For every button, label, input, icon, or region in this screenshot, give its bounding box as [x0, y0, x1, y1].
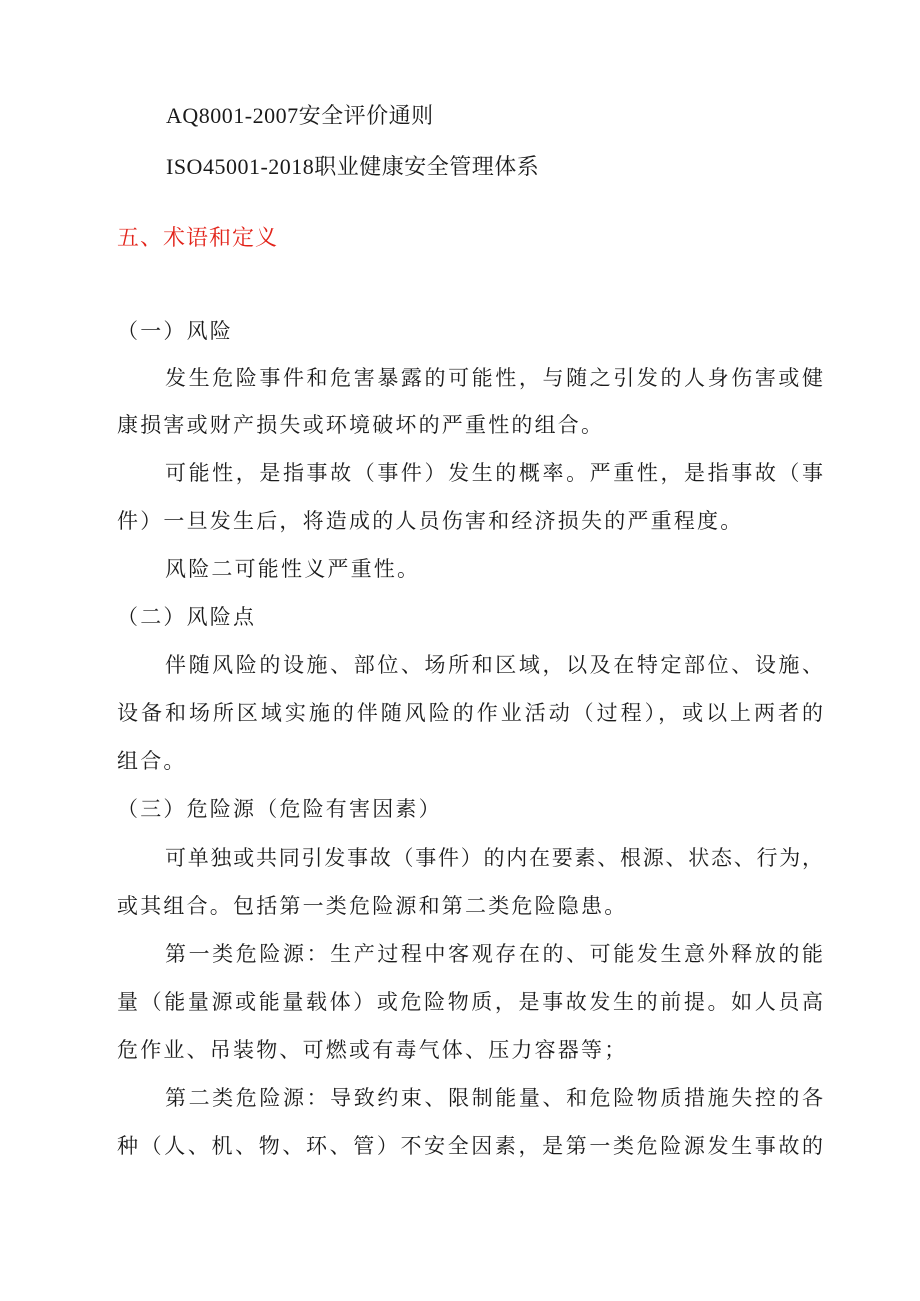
paragraph-line: 组合。: [117, 749, 187, 773]
paragraph-line: 第二类危险源：导致约束、限制能量、和危险物质措施失控的各: [165, 1086, 823, 1110]
paragraph-line: 风险二可能性义严重性。: [165, 557, 421, 581]
paragraph-line: 危作业、吊装物、可燃或有毒气体、压力容器等；: [117, 1038, 628, 1062]
paragraph-line: 种（人、机、物、环、管）不安全因素，是第一类危险源发生事故的: [117, 1134, 823, 1158]
paragraph-line: 发生危险事件和危害暴露的可能性，与随之引发的人身伤害或健: [165, 366, 823, 390]
paragraph-line: 伴随风险的设施、部位、场所和区域，以及在特定部位、设施、: [165, 653, 823, 677]
paragraph-line: 或其组合。包括第一类危险源和第二类危险隐患。: [117, 894, 628, 918]
paragraph-line: 件）一旦发生后，将造成的人员伤害和经济损失的严重程度。: [117, 509, 744, 533]
reference-aq8001: AQ8001-2007安全评价通则: [166, 103, 434, 128]
term-title-risk-point: （二）风险点: [117, 605, 257, 629]
paragraph-line: 康损害或财产损失或环境破坏的严重性的组合。: [117, 413, 605, 437]
paragraph-line: 可能性，是指事故（事件）发生的概率。严重性，是指事故（事: [165, 461, 823, 485]
paragraph-line: 第一类危险源：生产过程中客观存在的、可能发生意外释放的能: [165, 942, 823, 966]
term-title-hazard: （三）危险源（危险有害因素）: [117, 797, 442, 821]
paragraph-line: 量（能量源或能量载体）或危险物质，是事故发生的前提。如人员高: [117, 990, 823, 1014]
reference-iso45001: ISO45001-2018职业健康安全管理体系: [166, 154, 540, 179]
paragraph-line: 可单独或共同引发事故（事件）的内在要素、根源、状态、行为，: [165, 846, 823, 870]
section-heading: 五、术语和定义: [117, 226, 279, 251]
paragraph-line: 设备和场所区域实施的伴随风险的作业活动（过程），或以上两者的: [117, 701, 823, 725]
term-title-risk: （一）风险: [117, 319, 233, 343]
